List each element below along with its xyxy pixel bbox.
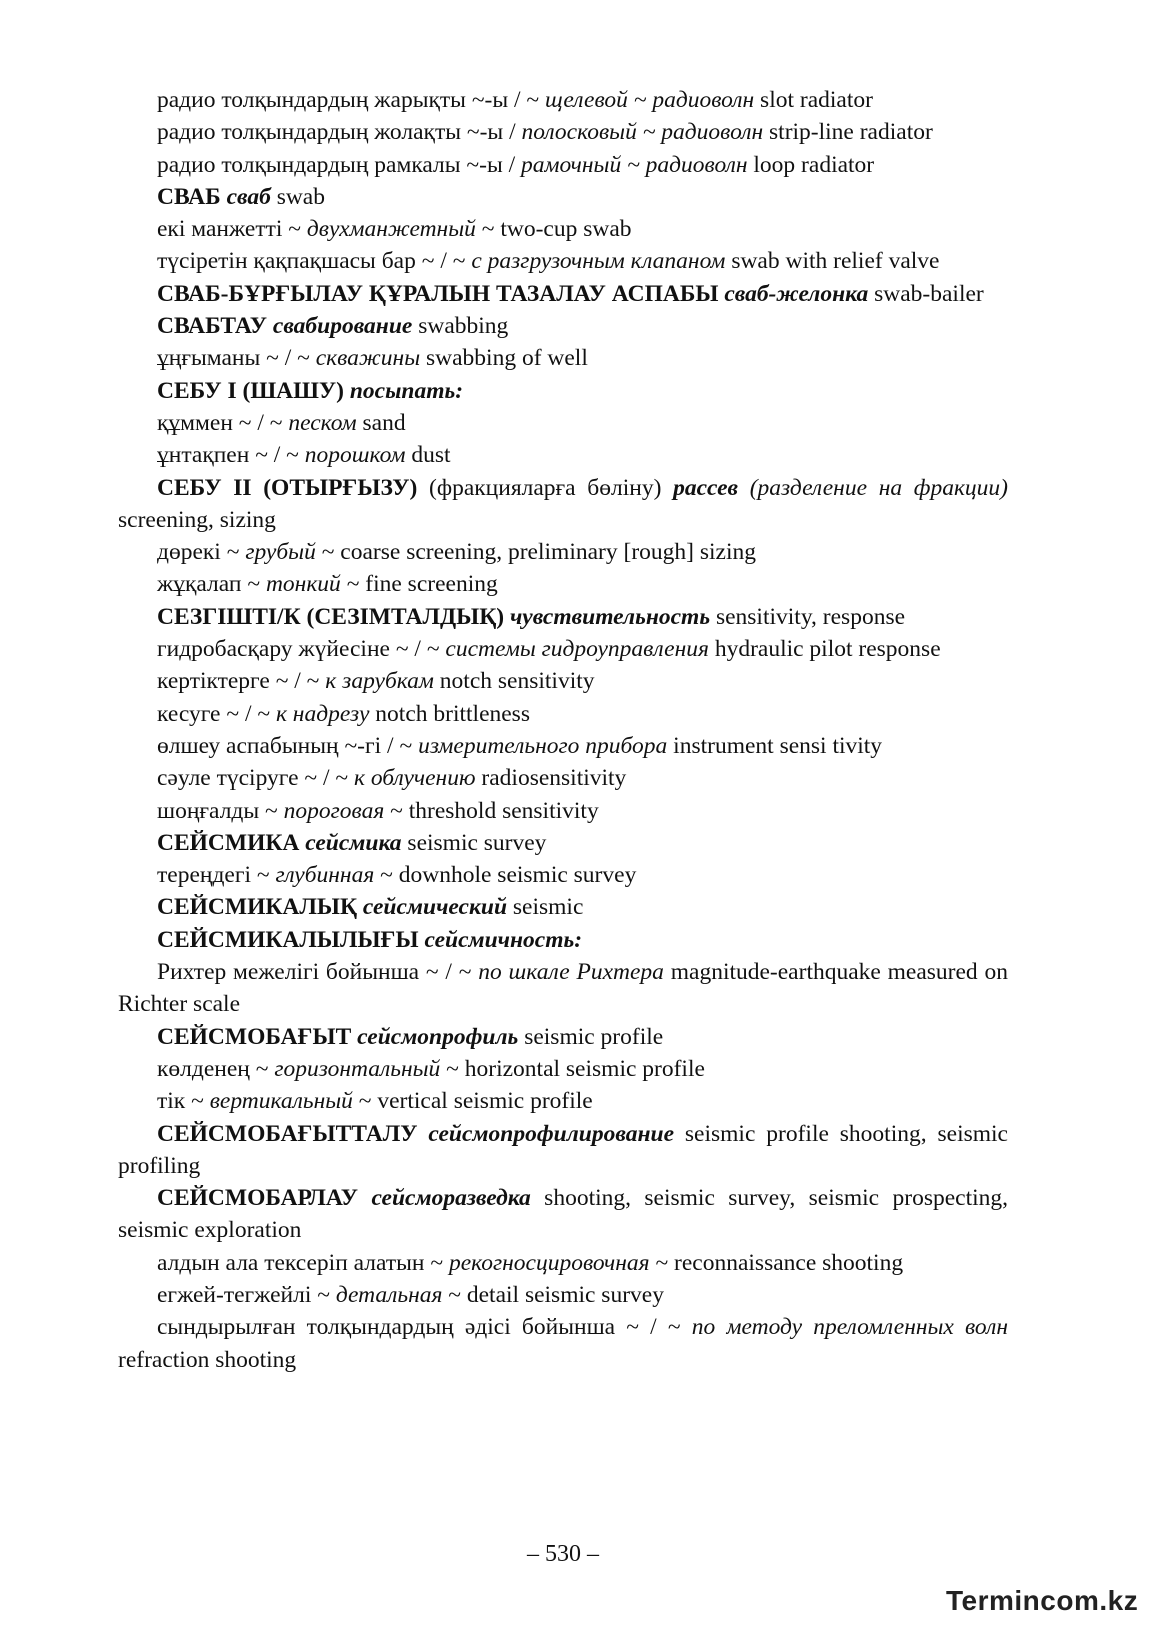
entry-text: shooting, seismic survey, seismic prospecting, seismic exploration: [118, 1185, 1009, 1244]
entry-text: ұнтақпен ~ / ~: [157, 442, 305, 469]
entry-text: тереңдегі ~: [157, 862, 276, 889]
dictionary-entry: [118, 1182, 1008, 1247]
entry-text: өлшеу аспабының ~-гі / ~: [157, 732, 419, 759]
russian-term: порошком: [304, 442, 406, 469]
headword-text: СЕЙСМИКАЛЫҚ: [157, 894, 363, 921]
headword-text: посыпать:: [349, 377, 464, 404]
entry-text: радио толқындардың жарықты ~-ы / ~: [157, 87, 546, 113]
entry-text: радио толқындардың жолақты ~-ы /: [157, 119, 522, 146]
entry-text: гидробасқару жүйесіне ~ / ~: [157, 636, 446, 663]
headword-text: СЕЙСМИКАЛЫЛЫҒЫ: [157, 926, 425, 953]
dictionary-entry: [118, 891, 1008, 923]
russian-term: двухманжетный: [306, 216, 476, 243]
dictionary-entry: [118, 213, 1008, 245]
dictionary-entry: [118, 278, 1008, 310]
entry-text: сындырылған толқындардың әдісі бойынша ~ / ~: [157, 1314, 692, 1341]
entry-text: radiosensitivity: [475, 765, 627, 792]
entry-text: ~ horizontal seismic profile: [440, 1055, 705, 1082]
dictionary-entry: [118, 956, 1008, 1021]
dictionary-entry: [118, 472, 1008, 537]
entry-text: swabbing: [412, 313, 509, 340]
entry-text: ~ detail seismic survey: [442, 1281, 664, 1308]
entry-text: loop radiator: [747, 151, 875, 178]
headword-text: сейсмический: [362, 894, 508, 921]
headword-text: СЕЙСМИКА: [157, 829, 306, 856]
entry-text: Рихтер межелігі бойынша ~ / ~: [157, 959, 479, 986]
dictionary-entry: [118, 633, 1008, 665]
dictionary-entry: [118, 342, 1008, 374]
dictionary-entry: [118, 149, 1008, 181]
dictionary-entry: [118, 827, 1008, 859]
russian-term: (разделение на фракции): [749, 474, 1009, 501]
dictionary-entry: [118, 762, 1008, 794]
headword-text: СВАБТАУ: [157, 313, 273, 340]
entry-text: түсіретін қақпақшасы бар ~ / ~: [157, 248, 472, 275]
headword-text: сваб: [226, 183, 271, 210]
russian-term: полосковый ~ радиоволн: [521, 119, 764, 146]
dictionary-entry: [118, 1053, 1008, 1085]
russian-term: грубый: [245, 539, 316, 566]
dictionary-entry: [118, 1279, 1008, 1311]
russian-term: к облучению: [354, 765, 476, 792]
dictionary-entry: [118, 1311, 1008, 1376]
headword-text: СВАБ: [157, 183, 227, 210]
dictionary-entry: [118, 698, 1008, 730]
russian-term: рекогносцировочная: [448, 1249, 650, 1276]
dictionary-entry: [118, 924, 1008, 956]
russian-term: песком: [288, 409, 357, 436]
russian-term: тонкий: [265, 571, 341, 598]
dictionary-entry: [118, 568, 1008, 600]
russian-term: щелевой ~ радиоволн: [545, 87, 755, 113]
russian-term: к надрезу: [275, 700, 370, 727]
entry-text: dust: [405, 442, 451, 469]
entry-text: құммен ~ / ~: [157, 409, 289, 436]
entry-text: ~ threshold sensitivity: [384, 797, 599, 824]
russian-term: системы гидроуправления: [445, 636, 709, 663]
headword-text: СВАБ-БҰРҒЫЛАУ ҚҰРАЛЫН ТАЗАЛАУ АСПАБЫ: [157, 280, 725, 307]
entry-text: ~ downhole seismic survey: [374, 862, 637, 889]
entry-text: ~ vertical seismic profile: [352, 1088, 593, 1115]
entry-text: strip-line radiator: [763, 119, 933, 146]
russian-term: к зарубкам: [325, 668, 434, 695]
headword-text: СЕЙСМОБАРЛАУ: [157, 1185, 372, 1212]
entry-text: екі манжетті ~: [157, 216, 307, 243]
headword-text: чувствительность: [509, 603, 711, 630]
entry-text: ~ reconnaissance shooting: [649, 1249, 904, 1276]
dictionary-entry: [118, 407, 1008, 439]
entry-text: sensitivity, response: [710, 603, 906, 630]
russian-term: рамочный ~ радиоволн: [521, 151, 748, 178]
dictionary-entry: [118, 375, 1008, 407]
entry-text: кесуге ~ / ~: [157, 700, 276, 727]
entry-text: егжей-тегжейлі ~: [157, 1281, 336, 1308]
dictionary-entry: [118, 859, 1008, 891]
dictionary-entry: [118, 439, 1008, 471]
dictionary-entry: [118, 795, 1008, 827]
headword-text: сейсмика: [305, 829, 402, 856]
headword-text: сейсмичность:: [424, 926, 583, 953]
entry-text: seismic survey: [401, 829, 547, 856]
headword-text: свабирование: [272, 313, 413, 340]
entry-text: тік ~: [157, 1088, 210, 1115]
dictionary-entry: [118, 1021, 1008, 1053]
entry-text: seismic profile shooting, seismic profiling: [118, 1120, 1008, 1179]
headword-text: сейсмопрофиль: [357, 1023, 519, 1050]
dictionary-entry: [118, 1247, 1008, 1279]
entry-text: swab with relief valve: [725, 248, 940, 275]
page-number: – 530 –: [527, 1541, 599, 1567]
russian-term: по шкале Рихтера: [478, 959, 664, 986]
entry-text: шоңғалды ~: [157, 797, 284, 824]
russian-term: детальная: [335, 1281, 443, 1308]
entry-text: (фракцияларға бөліну): [417, 474, 674, 501]
dictionary-entries: [118, 84, 1008, 1376]
entry-text: hydraulic pilot response: [708, 636, 941, 663]
headword-text: сейсмопрофилирование: [428, 1120, 675, 1147]
headword-text: СЕЙСМОБАҒЫТТАЛУ: [157, 1120, 429, 1147]
entry-text: ~ coarse screening, preliminary [rough] sizing: [315, 539, 756, 566]
headword-text: СЕЙСМОБАҒЫТ: [157, 1023, 358, 1050]
entry-text: swabbing of well: [420, 345, 588, 372]
entry-text: алдын ала тексеріп алатын ~: [157, 1249, 449, 1276]
entry-text: notch brittleness: [369, 700, 530, 727]
dictionary-entry: [118, 181, 1008, 213]
entry-text: кертіктерге ~ / ~: [157, 668, 326, 695]
dictionary-entry: [118, 84, 1008, 116]
entry-text: slot radiator: [754, 87, 873, 113]
headword-text: СЕБУ І (ШАШУ): [157, 377, 350, 404]
headword-text: рассев: [673, 474, 739, 501]
entry-text: notch sensitivity: [433, 668, 595, 695]
entry-text: сәуле түсіруге ~ / ~: [157, 765, 354, 792]
dictionary-entry: [118, 601, 1008, 633]
headword-text: сваб-желонка: [724, 280, 869, 307]
entry-text: screening, sizing: [118, 506, 276, 533]
russian-term: измерительного прибора: [418, 732, 668, 759]
entry-text: радио толқындардың рамкалы ~-ы /: [157, 151, 522, 178]
entry-text: refraction shooting: [118, 1346, 297, 1373]
dictionary-entry: [118, 536, 1008, 568]
entry-text: instrument sensi tivity: [667, 732, 883, 759]
russian-term: глубинная: [275, 862, 375, 889]
russian-term: пороговая: [283, 797, 385, 824]
termincom-logo-icon: [946, 1583, 1146, 1623]
entry-text: swab: [270, 183, 325, 210]
headword-text: сейсморазведка: [371, 1185, 531, 1212]
dictionary-entry: [118, 1118, 1008, 1183]
russian-term: скважины: [315, 345, 421, 372]
entry-text: ұңғыманы ~ / ~: [157, 345, 316, 372]
headword-text: СЕБУ ІІ (ОТЫРҒЫЗУ): [157, 474, 418, 501]
entry-text: ~ two-cup swab: [475, 216, 632, 243]
entry-text: көлденең ~: [157, 1055, 275, 1082]
entry-text: swab-bailer: [868, 280, 984, 307]
entry-text: seismic profile: [518, 1023, 664, 1050]
headword-text: СЕЗГІШТІ/К (СЕЗІМТАЛДЫҚ): [157, 603, 510, 630]
entry-text: жұқалап ~: [157, 571, 266, 598]
russian-term: по методу преломленных волн: [691, 1314, 1008, 1341]
entry-text: ~ fine screening: [340, 571, 498, 598]
russian-term: вертикальный: [209, 1088, 353, 1115]
dictionary-entry: [118, 665, 1008, 697]
watermark-text: Termincom.kz: [946, 1585, 1139, 1616]
russian-term: горизонтальный: [274, 1055, 441, 1082]
entry-text: sand: [356, 409, 406, 436]
entry-text: [738, 475, 750, 501]
entry-text: дөрекі ~: [157, 539, 246, 566]
entry-text: seismic: [507, 894, 584, 921]
dictionary-entry: [118, 310, 1008, 342]
dictionary-entry: [118, 116, 1008, 148]
dictionary-entry: [118, 730, 1008, 762]
entry-text: magnitude-earthquake measured on Richter scale: [118, 959, 1008, 1018]
dictionary-entry: [118, 245, 1008, 277]
russian-term: с разгрузочным клапаном: [471, 248, 726, 275]
dictionary-entry: [118, 1085, 1008, 1117]
